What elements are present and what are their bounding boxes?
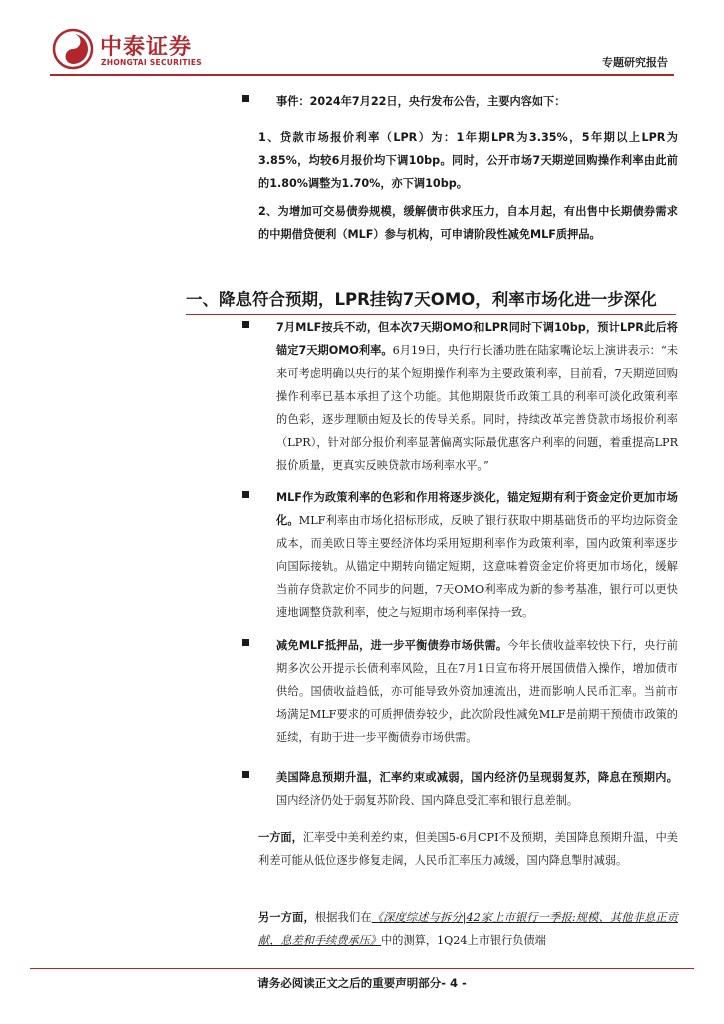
bullet-3-body: 今年长债收益率较快下行，央行前期多次公开提示长债利率风险，且在7月1日宣布将开展国债借入操作，增加债市供给。国债收益趋低，亦可能导致外资加速流出，进而影响人民币汇率。当前市场满足MLF要求的可质押债券较少，此次阶段性减免MLF是前期干预债市政策的延续，有助于进一步平衡债券市场供需。	[276, 639, 678, 744]
other-hand-post: 中的测算，1Q24上市银行负债端	[381, 934, 546, 947]
footer-disclaimer: 请务必阅读正文之后的重要声明部分- 4 -	[257, 976, 467, 990]
bullet-3	[258, 634, 678, 749]
footer-divider	[30, 968, 694, 969]
bullet-4-lead: 美国降息预期升温，汇率约束或减弱，国内经济仍呈现弱复苏，降息在预期内。	[276, 771, 678, 784]
report-reference-link[interactable]: 《深度综述与拆分|42家上市银行一季报:规模、其他非息正贡献，息差和手续费承压》	[258, 911, 678, 947]
section-title: 一、降息符合预期，LPR挂钩7天OMO，利率市场化进一步深化	[186, 290, 657, 309]
zhongtai-logo-icon	[52, 28, 94, 70]
one-hand-body: 汇率受中美利差约束，但美国5-6月CPI不及预期，美国降息预期升温，中美利差可能从低位逐步修复走阔，人民币汇率压力减缓，国内降息掣肘减弱。	[258, 831, 678, 867]
event-block	[258, 90, 678, 113]
event-item-1	[258, 126, 678, 195]
section-divider	[186, 314, 676, 315]
one-hand-paragraph	[258, 826, 678, 872]
bullet-3-text	[276, 634, 678, 749]
square-bullet-icon	[242, 95, 249, 102]
bullet-4	[258, 766, 678, 812]
report-type: 专题研究报告	[602, 56, 668, 69]
bullet-1	[258, 316, 678, 477]
bullet-1-text	[276, 316, 678, 477]
bullet-2-text	[276, 486, 678, 624]
square-bullet-icon	[242, 639, 249, 646]
bullet-3-lead: 减免MLF抵押品，进一步平衡债券市场供需。	[276, 639, 508, 652]
bullet-2-lead: MLF作为政策利率的色彩和作用将逐步淡化，锚定短期有利于资金定价更加市场化。	[276, 491, 678, 527]
company-name-en: ZHONGTAI SECURITIES	[101, 58, 202, 67]
bullet-1-body: 6月19日，央行行长潘功胜在陆家嘴论坛上演讲表示：“未来可考虑明确以央行的某个短期操作利率为主要政策利率，目前看，7天期逆回购操作利率已基本承担了这个功能。其他期限货币政策工具的利率可淡化政策利率的色彩，逐步理顺由短及长的传导关系。同时，持续改革完善贷款市场报价利率（LPR），针对部分报价利率显著偏离实际最优惠客户利率的问题，着重提高LPR报价质量，更真实反映贷款市场利率水平。”	[276, 344, 678, 472]
bullet-4-text	[276, 766, 678, 812]
one-hand-lead: 一方面，	[258, 831, 303, 844]
other-hand-paragraph	[258, 906, 678, 952]
event-text: 事件：2024年7月22日，央行发布公告，主要内容如下：	[276, 95, 566, 108]
event-bullet	[258, 90, 678, 113]
bullet-2	[258, 486, 678, 624]
other-hand-pre: 根据我们在	[314, 911, 372, 924]
square-bullet-icon	[242, 321, 249, 328]
other-hand-lead: 另一方面，	[258, 911, 315, 924]
company-logo	[52, 28, 222, 76]
event-item-2-text: 2、为增加可交易债券规模，缓解债市供求压力，自本月起，有出售中长期债券需求的中期借贷便利（MLF）参与机构，可申请阶段性减免MLF质押品。	[258, 205, 678, 241]
company-name-cn: 中泰证券	[100, 35, 193, 60]
square-bullet-icon	[242, 771, 249, 778]
bullet-1-lead: 7月MLF按兵不动，但本次7天期OMO和LPR同时下调10bp，预计LPR此后将锚定7天期OMO利率。	[276, 321, 678, 357]
event-item-2	[258, 200, 678, 246]
event-item-1-text: 1、贷款市场报价利率（LPR）为：1年期LPR为3.35%，5年期以上LPR为3.85%，均较6月报价均下调10bp。同时，公开市场7天期逆回购操作利率由此前的1.80%调整为1.70%，亦下调10bp。	[258, 131, 678, 190]
square-bullet-icon	[242, 491, 249, 498]
bullet-2-body: MLF利率由市场化招标形成，反映了银行获取中期基础货币的平均边际资金成本，而美欧日等主要经济体均采用短期利率作为政策利率，国内政策利率逐步向国际接轨。从锚定中期转向锚定短期，这意味着资金定价将更加市场化，缓解当前存贷款定价不同步的问题，7天OMO利率成为新的参考基准，银行可以更快速地调整贷款利率，使之与短期市场利率保持一致。	[276, 514, 678, 619]
header-divider	[50, 74, 674, 76]
bullet-4-body: 国内经济仍处于弱复苏阶段、国内降息受汇率和银行息差制。	[276, 794, 579, 807]
